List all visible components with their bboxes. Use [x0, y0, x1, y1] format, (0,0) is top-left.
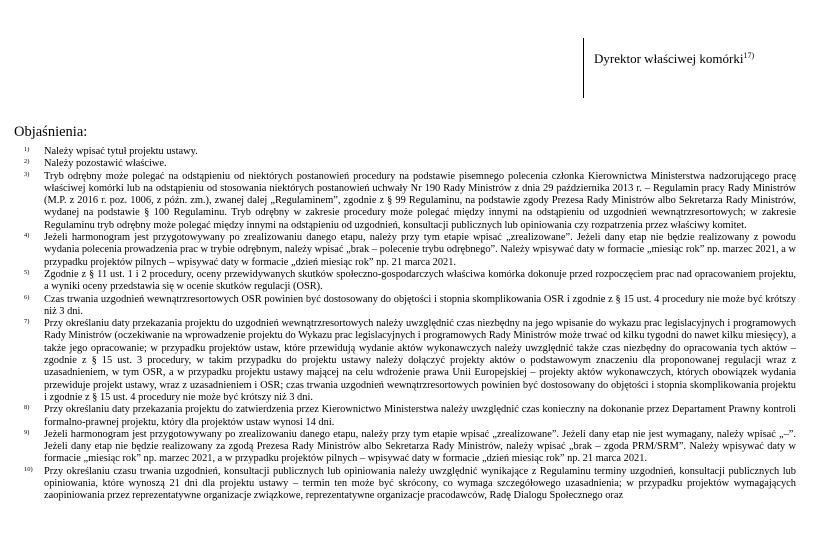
note-number: 3)	[24, 170, 30, 178]
note-number: 1)	[24, 146, 30, 153]
notes-heading: Objaśnienia:	[14, 124, 88, 140]
note-text: Zgodnie z § 11 ust. 1 i 2 procedury, oceny przewidywanych skutków społeczno-gospodarczych właściwa komórka dokonuje przed rozpoczęciem prac nad opracowaniem projektu, a wyniki oceny przedstawia się w ocenie skutków regulacji (OSR).	[44, 268, 796, 293]
note-text: Tryb odrębny może polegać na odstąpieniu od niektórych postanowień procedury na podstawie pisemnego polecenia członka Kierownictwa Ministerstwa nadzorującego pracę właściwej komórki lub na odstąpieniu od stosowania niektórych postanowień uchwały Nr 190 Rady Ministrów z dnia 29 października 2013 r. – Regulamin pracy Rady Ministrów (M.P. z 2016 r. poz. 1006, z późn. zm.), zwanej dalej „Regulaminem”, zgodnie z § 99 Regulaminu, na podstawie zgody Prezesa Rady Ministrów albo Sekretarza Rady Ministrów, wydanej na podstawie § 100 Regulaminu. Tryb odrębny w zakresie procedury może polegać między innymi na odstąpieniu od uzgodnień wewnątrzresortowych; w zakresie Regulaminu tryb odrębny może polegać między innymi na odstąpieniu od uzgodnień, konsultacji publicznych lub opiniowania czy rozpatrzenia przez właściwy komitet.	[44, 170, 796, 231]
note-number: 4)	[24, 232, 30, 240]
note-item	[24, 269, 796, 294]
note-number: 6)	[24, 293, 30, 301]
note-item	[24, 158, 796, 170]
note-item	[24, 404, 796, 429]
note-item	[24, 232, 796, 269]
note-number: 2)	[24, 158, 30, 166]
note-text: Przy określaniu daty przekazania projektu do zatwierdzenia przez Kierownictwo Ministerstwa należy uwzględnić czas konieczny na dokonanie przez Departament Prawny kontroli formalno-prawnej projektu, który dla projektów ustaw wynosi 14 dni.	[44, 404, 796, 428]
note-text: Jeżeli harmonogram jest przygotowywany po zrealizowaniu danego etapu, należy przy tym etapie wpisać „zrealizowane”. Jeżeli dany etap nie będzie realizowany z powodu wydania polecenia prowadzenia prac w trybie odrębnym, należy wpisać „brak – polecenie trybu odrębnego”. Należy wpisywać daty w formacie „miesiąc rok” np. marzec 2021, a w przypadku projektów pilnych – wpisywać daty w formacie „dzień miesiąc rok” np. 21 marca 2021.	[44, 232, 796, 268]
note-item	[24, 146, 796, 158]
note-text: Przy określaniu daty przekazania projektu do uzgodnień wewnątrzresortowych należy uwzględnić czas niezbędny na jego wpisanie do wykazu prac legislacyjnych i programowych Rady Ministrów (oczekiwanie na wprowadzenie projektu do Wykazu prac legislacyjnych i programowych Rady Ministrów może trwać od kilku tygodni do nawet kilku miesięcy), a także jego opracowanie; w przypadku projektów ustaw, które przewidują wydanie aktów wykonawczych należy uwzględnić także czas niezbędny do opracowania tych aktów – zgodnie z § 15 ust. 3 procedury, w takim przypadku do projektu ustawy należy dołączyć projekty aktów o podstawowym znaczeniu dla proponowanej regulacji wraz z uzasadnieniem, w tym OSR, a w przypadku projektu ustawy mającej na celu wdrożenie prawa Unii Europejskiej – projekty aktów wykonawczych, których obowiązek wydania przewiduje projekt ustawy, wraz z uzasadnieniem i OSR; czas trwania uzgodnień wewnątrzresortowych powinien być dostosowany do objętości i stopnia skomplikowania projektu i zgodnie z § 15 ust. 4 procedury nie może być krótszy niż 3 dni.	[44, 318, 796, 403]
note-number: 9)	[24, 428, 30, 436]
note-number: 7)	[24, 318, 30, 326]
note-text: Przy określaniu czasu trwania uzgodnień, konsultacji publicznych lub opiniowania należy uwzględnić wynikające z Regulaminu terminy uzgodnień, konsultacji publicznych lub opiniowania, które wynoszą 21 dni dla projektu ustawy – termin ten może być skrócony, co wymaga szczegółowego uzasadnienia; w przypadku projektów wymagających zaopiniowania przez reprezentatywne organizacje związkowe, reprezentatywne organizacje pracodawców, Radę Dialogu Społecznego oraz	[44, 465, 796, 502]
note-item	[24, 466, 796, 503]
note-number: 5)	[24, 268, 30, 276]
note-item	[24, 318, 796, 404]
note-item	[24, 294, 796, 319]
footnote-ref: 17)	[743, 51, 755, 60]
note-text: Należy wpisać tytuł projektu ustawy.	[44, 146, 198, 157]
signature-label: Dyrektor właściwej komórki$^{17)}$	[594, 51, 755, 66]
note-text: Czas trwania uzgodnień wewnątrzresortowych OSR powinien być dostosowany do objętości i stopnia skomplikowania OSR i zgodnie z § 15 ust. 4 procedury nie może być krótszy niż 3 dni.	[44, 293, 796, 317]
note-text: Jeżeli harmonogram jest przygotowywany po zrealizowaniu danego etapu, należy przy tym etapie wpisać „zrealizowane”. Jeżeli dany etap nie jest wymagany, należy wpisać „–”. Jeżeli dany etap nie będzie realizowany za zgodą Prezesa Rady Ministrów albo Sekretarza Rady Ministrów, należy wpisać „brak – zgoda PRM/SRM”. Należy wpisywać daty w formacie „miesiąc rok” np. marzec 2021, a w przypadku projektów pilnych – wpisywać daty w formacie „dzień miesiąc rok” np. 21 marca 2021.	[44, 428, 796, 465]
note-number: 8)	[24, 404, 30, 412]
note-item	[24, 429, 796, 466]
notes-list	[24, 146, 796, 503]
signature-box	[583, 38, 804, 98]
note-number: 10)	[24, 465, 33, 473]
note-item	[24, 171, 796, 232]
note-text: Należy pozostawić właściwe.	[44, 158, 167, 170]
